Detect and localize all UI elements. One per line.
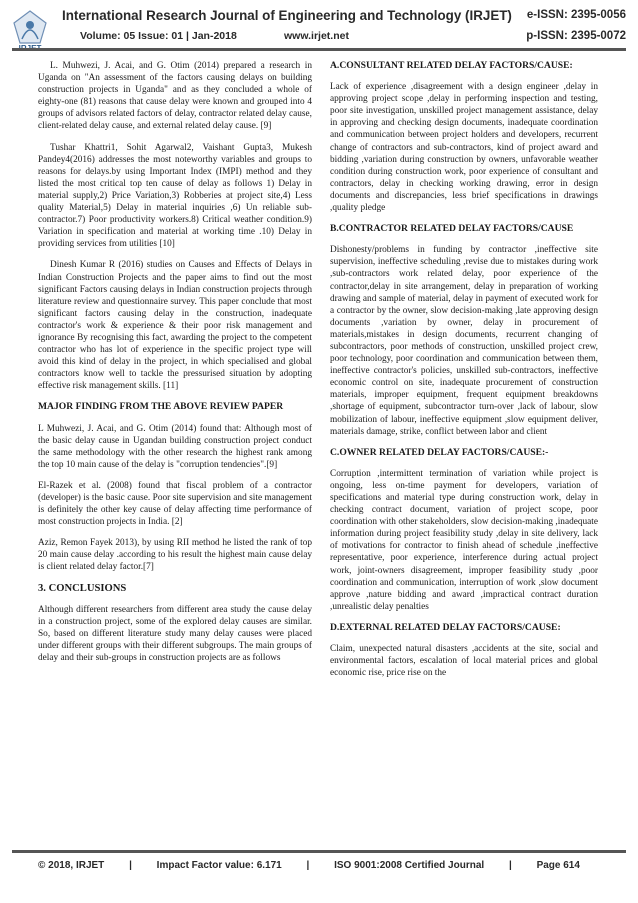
paragraph-contractor-factors: Dishonesty/problems in funding by contractor ,ineffective site supervision, ineffective scheduling ,revise due to mistakes during work ,sub-contractors work related delay, poor experience of the contractor,delay in site arrangement, delay in preparation of working drawing and sample of material, delay in payment of executed work for a contractor by the owner, slow decision-making ,late approving design documents ,variation by owner, delay in procurement of materials,mistakes in design documents, recurrent changing of subcontractors, poor methods of construction, unskilled project crew, poor technology, poor coordination and communication between them, ineffective contractor's policies, unskilled sub-contractors, ineffective economic control on site, inadequate procurement of construction materials, improper equipment, frequent equipment breakdowns ,shortage of equipment, subcontractor turn-over ,lack of labour, slow mobilization of labour, ineffective equipment ,slow equipment deliver, materials damage, strike, conflict between labor and client [330,245,598,437]
footer-copyright: © 2018, IRJET [38,860,105,871]
journal-title: International Research Journal of Engineering and Technology (IRJET) [62,8,512,23]
footer-separator: | [306,860,310,871]
paragraph-external-factors: Claim, unexpected natural disasters ,accidents at the site, social and environmental factors, escalation of local material prices and global economic rise, price rise on the [330,644,598,679]
paragraph-conclusions: Although different researchers from different area study the cause delay in a construction project, some of the explored delay causes are similar. So, based on different literature study many delay causes were placed under different groups with their different subgroups. The main groups of delay and their sub-groups in construction projects are as follows [38,604,312,664]
journal-website[interactable]: www.irjet.net [284,30,349,42]
footer-rule [12,850,626,853]
heading-contractor-factors: B.CONTRACTOR RELATED DELAY FACTORS/CAUSE [330,223,574,235]
heading-conclusions: 3. CONCLUSIONS [38,582,127,594]
footer-page-number: Page 614 [536,860,580,871]
irjet-logo [12,9,48,53]
p-issn: p-ISSN: 2395-0072 [526,30,626,42]
footer-separator: | [129,860,132,871]
header-rule [12,48,626,51]
page-footer [38,860,604,871]
footer-iso-certification: ISO 9001:2008 Certified Journal [334,860,485,871]
footer-impact-factor: Impact Factor value: 6.171 [156,860,282,871]
paragraph-owner-factors: Corruption ,intermittent termination of variation while project is ongoing, less on-time payment for developers, variation of specifications and material type during construction work, delay in checking contract document, variation of project scope, poor coordination with other stakeholders, slow decision-making ,inadequate information during project feasibility study ,delay in site delivery, lack of motivations for contractor to finish ahead of schedule ,ineffective representative, poor experience, interference during actual project work, joint-owners disagreement, improper feasibility study ,poor coordination and communication, interruption of work ,slow document approve ,nature bidding and award ,impractical contract duration ,unrealistic delay penalties [330,468,598,612]
footer-separator: | [508,860,512,871]
right-column [330,60,598,688]
heading-external-factors: D.EXTERNAL RELATED DELAY FACTORS/CAUSE: [330,621,561,633]
heading-owner-factors: C.OWNER RELATED DELAY FACTORS/CAUSE:- [330,446,549,458]
paragraph-finding-el-razek: El-Razek et al. (2008) found that fiscal problem of a contractor (developer) is the basic cause. Poor site supervision and site management is definitely the other key cause of delay affecting time performance of most construction projects in India. [2] [38,480,312,528]
heading-consultant-factors: A.CONSULTANT RELATED DELAY FACTORS/CAUSE: [330,60,573,71]
heading-major-finding: MAJOR FINDING FROM THE ABOVE REVIEW PAPER [38,401,284,413]
paragraph-finding-muhwezi: L Muhwezi, J. Acai, and G. Otim (2014) found that: Although most of the basic delay cause in Ugandan building construction project conduct the same methodology with the other research the highest rank among the top 10 main cause of the delay is "corruption tendencies".[9] [38,423,312,470]
paragraph-consultant-factors: Lack of experience ,disagreement with a design engineer ,delay in approving project scope ,delay in performing inspection and testing, poor site investigation, unskilled project management assistance, delay in approving and checking design documents, inadequate coordination and communication between project holders and developers, recurrent change of contractors and sub-contractors, kind of project award and bidding ,variation during construction by owners, unfavorable weather condition during construction work, poor experience of consultant and contractors, delay in checking working drawing, error in design documents and discrepancies, less brief specifications in drawings ,quality pledge [330,82,598,214]
paragraph-khattri: Tushar Khattri1, Sohit Agarwal2, Vaishant Gupta3, Mukesh Pandey4(2016) addresses the most noteworthy variables and groups to reasons for delays.by using Important Index (IMPI) method and they listed the most critical top ten cause of delay as follows 1) Delay in material supply,2) Price Variation,3) Robberies at project site,4) Less quality Material,5) Delay in material inquiries ,6) Un reliable sub-contractor.7) Poor productivity workers.8) Critical weather condition.9) Variation in specification and material at working time .10) Delay in providing services from utilities [10] [38,142,312,250]
volume-issue: Volume: 05 Issue: 01 | Jan-2018 [80,30,237,42]
left-column [38,60,312,673]
paragraph-muhwezi: L. Muhwezi, J. Acai, and G. Otim (2014) prepared a research in Uganda on "An assessment of the factors causing delays on building construction projects in Uganda" and as they concluded a whole of eighty-one (81) reasons that cause delay were known and grouped into 4 groups of advisors related factors of delay, contractor related delay cause, client-related delay cause, and external related delay cause. [9] [38,61,312,132]
e-issn: e-ISSN: 2395-0056 [526,9,626,21]
paragraph-finding-aziz: Aziz, Remon Fayek 2013), by using RII method he listed the rank of top 20 main cause delay .according to his result the highest main cause delay is client related delay factor.[7] [38,538,312,573]
paragraph-dinesh-kumar: Dinesh Kumar R (2016) studies on Causes and Effects of Delays in Indian Construction Projects and the paper aims to find out the most significant Factors causing delays in Indian construction projects through literature review and questionnaire survey. This paper conclude that most significant factors causing delay in the construction, inadequate contractor's work & experience & their poor risk management and ignorance By recognising this fact, awarding the project to the competent contractor who has lot of experience in the specific project type will avoid this kind of delay in the project, in which specialised and global contractors know well to tackle the pressurised situation by adopting effective risk management skills. [11] [38,260,312,392]
